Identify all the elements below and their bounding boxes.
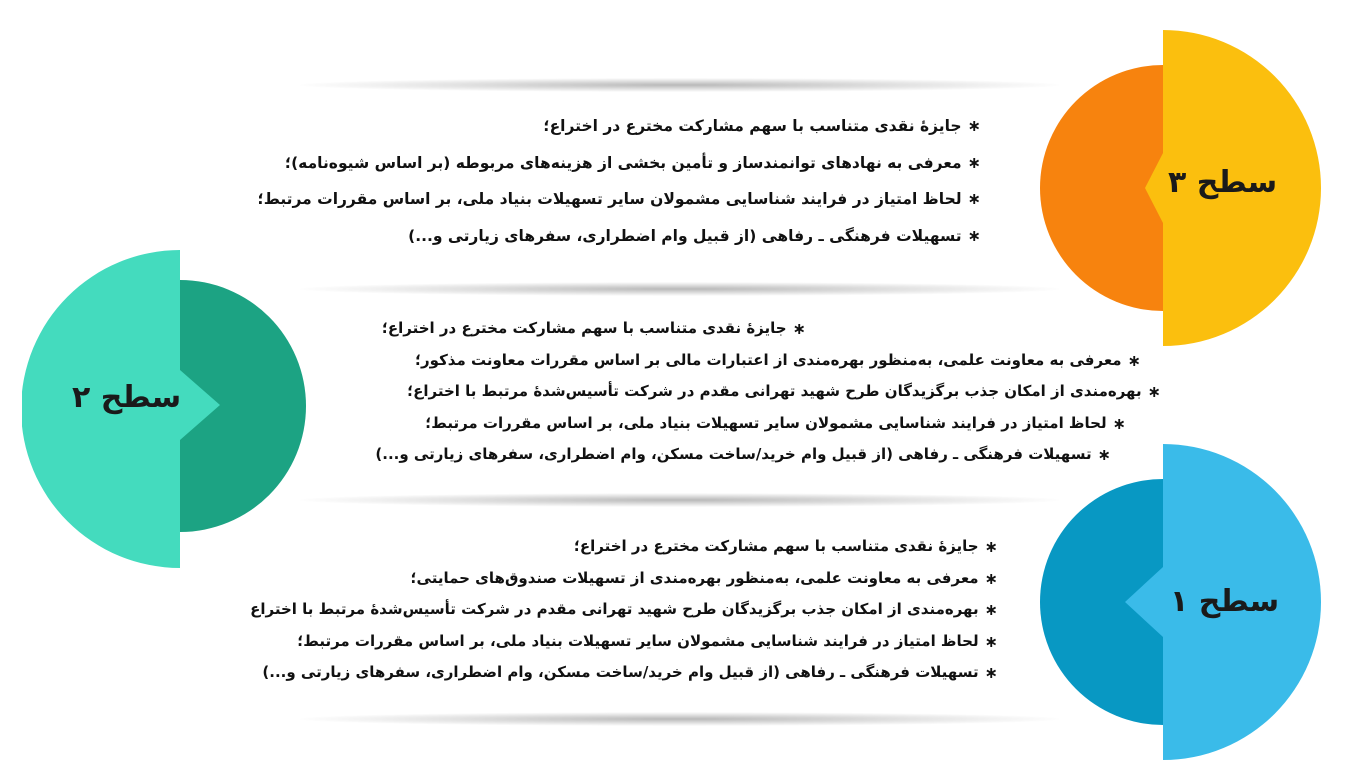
list-item bbox=[375, 345, 1141, 377]
level-1-benefits bbox=[250, 531, 998, 689]
benefit-text: جایزهٔ نقدی متناسب با سهم مشارکت مخترع در اختراع؛ bbox=[543, 117, 962, 135]
bullet-icon: ∗ bbox=[792, 319, 806, 338]
list-item bbox=[258, 145, 981, 182]
benefit-text: لحاظ امتیاز در فرایند شناسایی مشمولان سایر تسهیلات بنیاد ملی، بر اساس مقررات مرتبط؛ bbox=[425, 413, 1107, 432]
benefit-text: تسهیلات فرهنگی ـ رفاهی (از قبیل وام اضطراری، سفرهای زیارتی و...) bbox=[408, 226, 962, 245]
level-2-title: سطح ۲ bbox=[72, 380, 182, 415]
bullet-icon: ∗ bbox=[967, 116, 981, 135]
list-item bbox=[375, 408, 1126, 440]
divider-shadow bbox=[300, 493, 1060, 507]
bullet-icon: ∗ bbox=[1147, 382, 1161, 401]
list-item bbox=[375, 376, 1161, 408]
level-2-badge bbox=[22, 250, 322, 568]
bullet-icon: ∗ bbox=[984, 568, 998, 588]
level-3-benefits bbox=[258, 108, 981, 254]
list-item bbox=[250, 626, 998, 658]
benefit-text: تسهیلات فرهنگی ـ رفاهی (از قبیل وام خرید/ساخت مسکن، وام اضطراری، سفرهای زیارتی و...) bbox=[375, 445, 1092, 463]
list-item bbox=[258, 108, 981, 145]
benefit-text: معرفی به معاونت علمی، به‌منظور بهره‌مندی از اعتبارات مالی بر اساس مقررات معاونت مذکور؛ bbox=[415, 350, 1122, 369]
list-item bbox=[250, 657, 998, 689]
level-1-title: سطح ۱ bbox=[1170, 584, 1280, 619]
bullet-icon: ∗ bbox=[1097, 445, 1111, 464]
benefit-text: بهره‌مندی از امکان جذب برگزیدگان طرح شهید تهرانی مقدم در شرکت تأسیس‌شدهٔ مرتبط با اختراع bbox=[250, 600, 979, 618]
divider-shadow bbox=[300, 78, 1060, 92]
list-item bbox=[250, 563, 998, 595]
divider-shadow bbox=[300, 282, 1060, 296]
divider-shadow bbox=[300, 712, 1060, 726]
bullet-icon: ∗ bbox=[1127, 350, 1141, 370]
bullet-icon: ∗ bbox=[967, 152, 981, 172]
benefit-text: معرفی به نهادهای توانمندساز و تأمین بخشی از هزینه‌های مربوطه (بر اساس شیوه‌نامه)؛ bbox=[284, 153, 962, 172]
level-3-title: سطح ۳ bbox=[1168, 165, 1278, 200]
bullet-icon: ∗ bbox=[984, 537, 998, 556]
benefit-text: لحاظ امتیاز در فرایند شناسایی مشمولان سایر تسهیلات بنیاد ملی، بر اساس مقررات مرتبط؛ bbox=[297, 631, 979, 650]
level-3-badge bbox=[1040, 30, 1340, 346]
level-1-badge bbox=[1040, 444, 1340, 760]
bullet-icon: ∗ bbox=[967, 189, 981, 208]
bullet-icon: ∗ bbox=[984, 631, 998, 651]
bullet-icon: ∗ bbox=[984, 663, 998, 682]
list-item bbox=[375, 313, 806, 345]
bullet-icon: ∗ bbox=[1112, 413, 1126, 433]
benefit-text: جایزهٔ نقدی متناسب با سهم مشارکت مخترع در اختراع؛ bbox=[573, 537, 979, 555]
list-item bbox=[375, 439, 1111, 471]
list-item bbox=[250, 531, 998, 563]
benefit-text: بهره‌مندی از امکان جذب برگزیدگان طرح شهید تهرانی مقدم در شرکت تأسیس‌شدهٔ مرتبط با اختراع؛ bbox=[407, 382, 1142, 400]
benefit-text: جایزهٔ نقدی متناسب با سهم مشارکت مخترع در اختراع؛ bbox=[381, 319, 787, 337]
list-item bbox=[258, 181, 981, 218]
bullet-icon: ∗ bbox=[984, 600, 998, 619]
bullet-icon: ∗ bbox=[967, 225, 981, 245]
benefit-text: لحاظ امتیاز در فرایند شناسایی مشمولان سایر تسهیلات بنیاد ملی، بر اساس مقررات مرتبط؛ bbox=[257, 190, 962, 208]
benefit-text: تسهیلات فرهنگی ـ رفاهی (از قبیل وام خرید/ساخت مسکن، وام اضطراری، سفرهای زیارتی و...) bbox=[262, 663, 979, 681]
benefit-text: معرفی به معاونت علمی، به‌منظور بهره‌مندی از تسهیلات صندوق‌های حمایتی؛ bbox=[410, 568, 979, 587]
list-item bbox=[250, 594, 998, 626]
list-item bbox=[258, 218, 981, 255]
